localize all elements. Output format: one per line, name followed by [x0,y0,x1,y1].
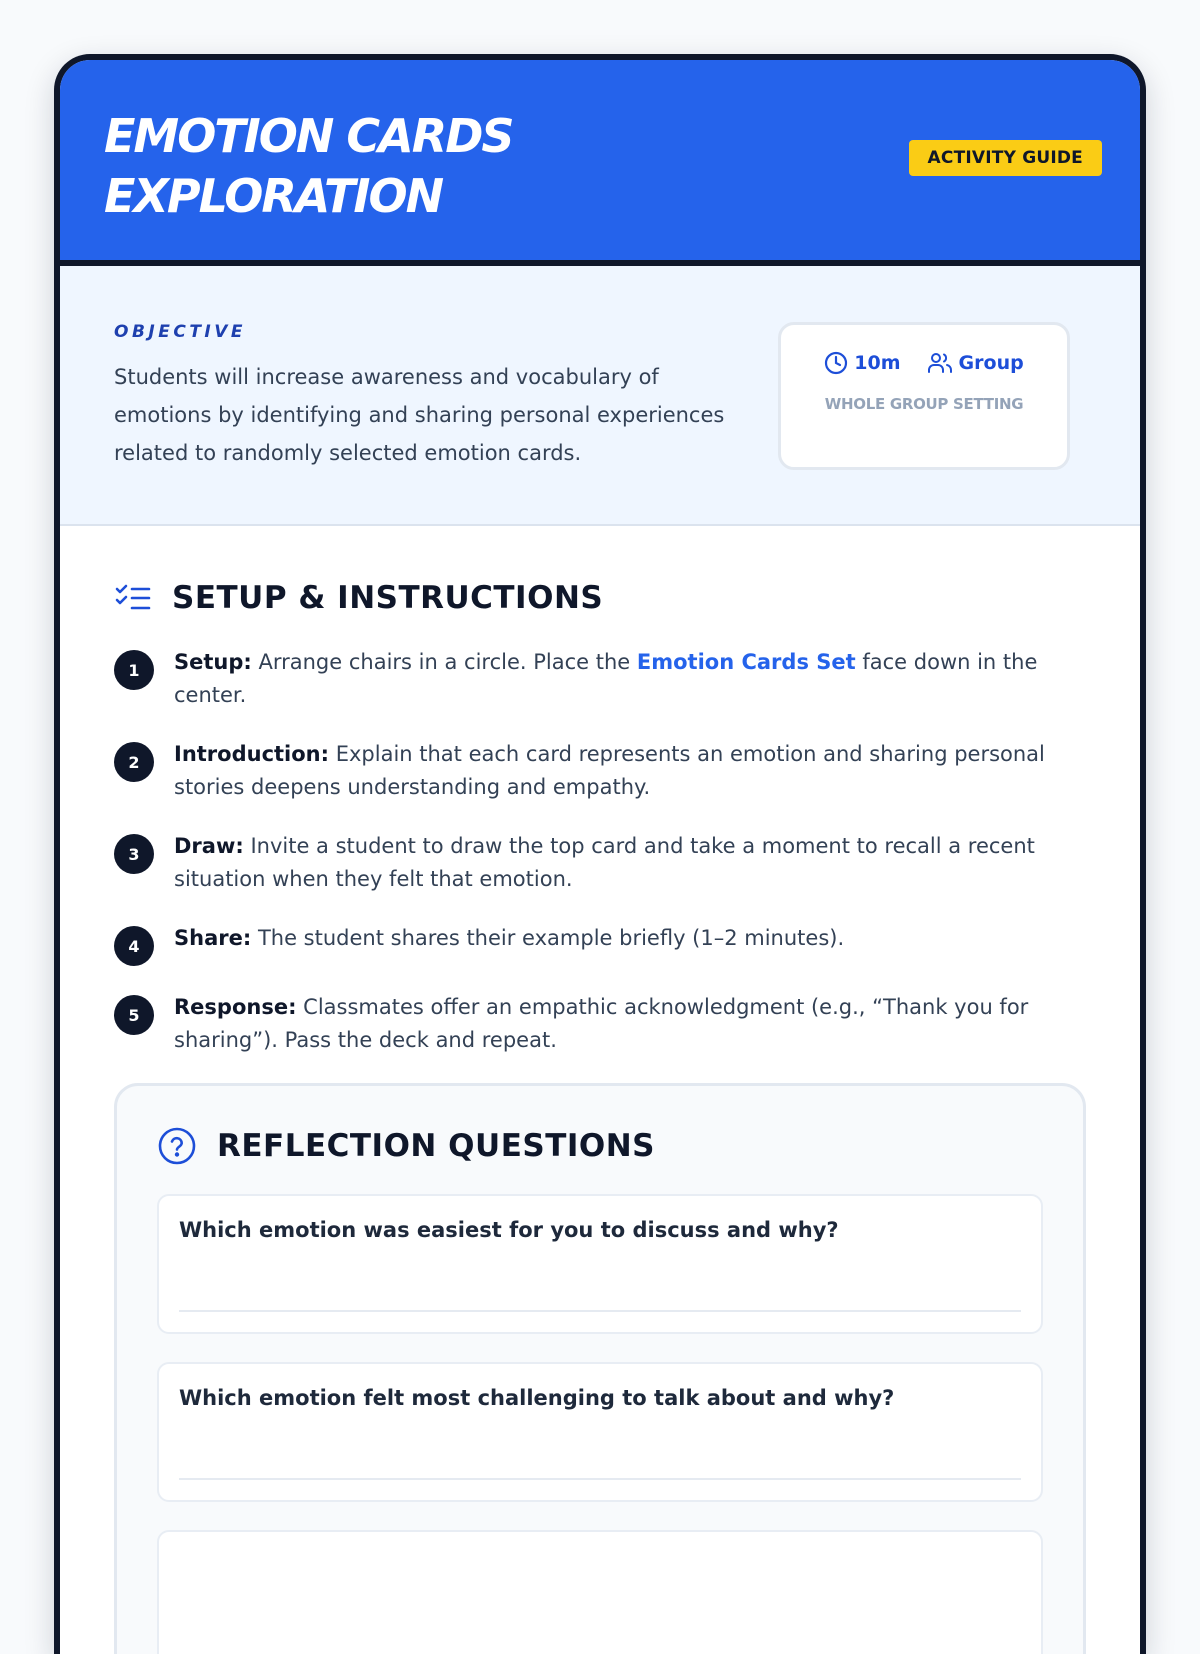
duration-text: 10m [854,352,901,374]
step-text: Classmates offer an empathic acknowledgment (e.g., “Thank you for sharing”). Pass the deck and repeat. [174,995,1029,1052]
step-text: Arrange chairs in a circle. Place the [258,650,631,674]
activity-guide-badge: ACTIVITY GUIDE [909,140,1102,176]
checklist-icon [114,583,152,613]
answer-line[interactable] [179,1310,1021,1312]
question-card[interactable] [157,1194,1043,1334]
steps-list [114,646,1086,1057]
activity-card [54,54,1146,1654]
header [60,60,1140,266]
setup-title: SETUP & INSTRUCTIONS [172,580,604,616]
step-item [114,922,1086,955]
clock-icon [824,351,848,375]
step-text: Invite a student to draw the top card and take a moment to recall a recent situation when they felt that emotion. [174,834,1035,891]
reflection-heading [157,1126,1043,1166]
step-item [114,991,1086,1057]
setup-heading [114,580,1086,616]
main-content [60,526,1140,1654]
info-box [778,322,1070,470]
step-label: Share: [174,926,252,950]
step-number: 3 [114,834,154,874]
step-number: 1 [114,650,154,690]
step-label: Response: [174,995,297,1019]
step-item [114,738,1086,804]
step-text: face down in the center. [174,650,1038,707]
objective-section [60,266,1140,526]
step-number: 5 [114,995,154,1035]
question-circle-icon [157,1126,197,1166]
step-item [114,830,1086,896]
step-item [114,646,1086,712]
reflection-title: REFLECTION QUESTIONS [217,1128,656,1164]
emotion-cards-link[interactable]: Emotion Cards Set [636,650,856,674]
step-text: Explain that each card represents an emotion and sharing personal stories deepens understanding and empathy. [174,742,1045,799]
objective-text: Students will increase awareness and vocabulary of emotions by identifying and sharing personal experiences related to randomly selected emotion cards. [114,365,725,465]
question-text: Which emotion felt most challenging to talk about and why? [179,1386,895,1410]
question-card[interactable] [157,1362,1043,1502]
question-text: Which emotion was easiest for you to discuss and why? [179,1218,839,1242]
users-icon [927,351,953,375]
group-text: Group [958,352,1024,374]
answer-line[interactable] [179,1478,1021,1480]
step-label: Draw: [174,834,244,858]
info-row [781,351,1067,375]
step-number: 2 [114,742,154,782]
group-item [927,351,1024,375]
setting-text: WHOLE GROUP SETTING [824,395,1024,413]
step-label: Setup: [174,650,252,674]
objective-label: OBJECTIVE [114,322,247,342]
question-card[interactable] [157,1530,1043,1654]
duration-item [824,351,900,375]
step-number: 4 [114,926,154,966]
reflection-panel [114,1083,1086,1654]
step-label: Introduction: [174,742,330,766]
page-title: EMOTION CARDS EXPLORATION [104,109,513,223]
step-text: The student shares their example briefly (1–2 minutes). [257,926,845,950]
